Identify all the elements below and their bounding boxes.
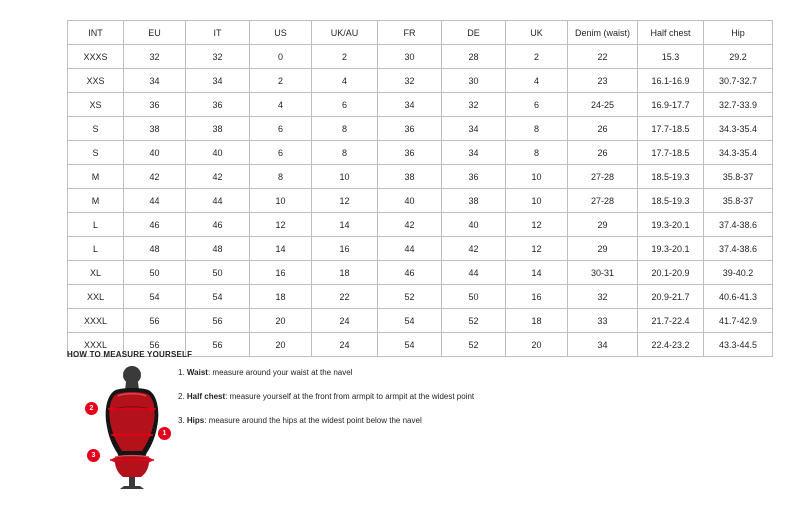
table-cell: 30 — [378, 45, 442, 69]
table-cell: 8 — [312, 141, 378, 165]
measure-label: Half chest — [186, 392, 226, 401]
table-cell: 52 — [442, 309, 506, 333]
table-cell: 40 — [186, 141, 250, 165]
table-cell: 22 — [312, 285, 378, 309]
table-cell: 8 — [250, 165, 312, 189]
table-cell: 32.7-33.9 — [704, 93, 773, 117]
table-cell: 40 — [378, 189, 442, 213]
table-cell: 54 — [186, 285, 250, 309]
table-cell: 54 — [124, 285, 186, 309]
table-row — [68, 285, 773, 309]
table-cell: 10 — [312, 165, 378, 189]
table-cell: 36 — [442, 165, 506, 189]
table-cell: 24 — [312, 333, 378, 357]
table-cell: 32 — [568, 285, 638, 309]
table-cell: 38 — [186, 117, 250, 141]
measure-instructions — [178, 367, 598, 439]
table-cell: 40 — [124, 141, 186, 165]
table-cell: 14 — [312, 213, 378, 237]
measure-badge-2: 2 — [85, 402, 98, 415]
measure-number: 2. — [178, 392, 185, 401]
table-cell: XXS — [68, 69, 124, 93]
table-cell: 36 — [124, 93, 186, 117]
table-cell: 54 — [378, 309, 442, 333]
column-header: Denim (waist) — [568, 21, 638, 45]
table-cell: 30.7-32.7 — [704, 69, 773, 93]
table-header-row — [68, 21, 773, 45]
measure-number: 3. — [178, 416, 185, 425]
table-cell: 6 — [506, 93, 568, 117]
column-header: IT — [186, 21, 250, 45]
table-cell: 36 — [378, 117, 442, 141]
table-row — [68, 117, 773, 141]
table-cell: 14 — [250, 237, 312, 261]
table-cell: 52 — [442, 333, 506, 357]
table-cell: XXXL — [68, 333, 124, 357]
table-cell: 6 — [250, 117, 312, 141]
table-cell: 16.1-16.9 — [638, 69, 704, 93]
table-cell: 35.8-37 — [704, 165, 773, 189]
table-cell: XL — [68, 261, 124, 285]
table-cell: 39-40.2 — [704, 261, 773, 285]
table-cell: 34 — [442, 141, 506, 165]
table-cell: 12 — [506, 237, 568, 261]
table-cell: 34.3-35.4 — [704, 141, 773, 165]
table-cell: 20.9-21.7 — [638, 285, 704, 309]
measure-instruction-hips — [178, 415, 598, 426]
table-cell: 18 — [250, 285, 312, 309]
table-cell: 2 — [250, 69, 312, 93]
measure-label: Waist — [186, 368, 208, 377]
table-cell: 23 — [568, 69, 638, 93]
table-cell: 12 — [506, 213, 568, 237]
table-cell: 54 — [378, 333, 442, 357]
table-cell: 29 — [568, 237, 638, 261]
table-cell: 33 — [568, 309, 638, 333]
table-cell: 34.3-35.4 — [704, 117, 773, 141]
table-cell: 27-28 — [568, 189, 638, 213]
measure-instruction-waist — [178, 367, 598, 378]
table-cell: 56 — [124, 309, 186, 333]
table-row — [68, 237, 773, 261]
column-header: US — [250, 21, 312, 45]
table-cell: XXL — [68, 285, 124, 309]
column-header: Hip — [704, 21, 773, 45]
table-cell: 48 — [186, 237, 250, 261]
table-cell: 19.3-20.1 — [638, 237, 704, 261]
table-cell: 4 — [250, 93, 312, 117]
table-cell: 24-25 — [568, 93, 638, 117]
column-header: EU — [124, 21, 186, 45]
table-cell: 41.7-42.9 — [704, 309, 773, 333]
table-cell: 34 — [378, 93, 442, 117]
table-cell: 0 — [250, 45, 312, 69]
how-to-measure-title: HOW TO MEASURE YOURSELF — [67, 350, 193, 359]
table-cell: 29.2 — [704, 45, 773, 69]
table-cell: 4 — [506, 69, 568, 93]
table-row — [68, 93, 773, 117]
table-cell: 21.7-22.4 — [638, 309, 704, 333]
table-row — [68, 45, 773, 69]
table-cell: 50 — [186, 261, 250, 285]
table-cell: 52 — [378, 285, 442, 309]
table-cell: 32 — [186, 45, 250, 69]
measure-instruction-half-chest — [178, 391, 598, 402]
table-cell: 10 — [506, 165, 568, 189]
table-row — [68, 261, 773, 285]
table-cell: 34 — [442, 117, 506, 141]
measure-number: 1. — [178, 368, 185, 377]
table-row — [68, 189, 773, 213]
table-cell: 6 — [250, 141, 312, 165]
size-table — [67, 20, 773, 357]
table-cell: 32 — [124, 45, 186, 69]
table-cell: 46 — [186, 213, 250, 237]
measure-badge-3: 3 — [87, 449, 100, 462]
table-cell: 30-31 — [568, 261, 638, 285]
table-cell: 30 — [442, 69, 506, 93]
table-cell: 44 — [442, 261, 506, 285]
table-cell: 50 — [442, 285, 506, 309]
table-row — [68, 165, 773, 189]
table-cell: S — [68, 117, 124, 141]
table-cell: 40 — [442, 213, 506, 237]
table-cell: 2 — [312, 45, 378, 69]
table-cell: 42 — [186, 165, 250, 189]
table-cell: 24 — [312, 309, 378, 333]
table-cell: 34 — [124, 69, 186, 93]
column-header: UK — [506, 21, 568, 45]
table-cell: 42 — [124, 165, 186, 189]
measure-text: : measure around the hips at the widest point below the navel — [204, 416, 422, 425]
table-cell: 42 — [378, 213, 442, 237]
table-cell: S — [68, 141, 124, 165]
table-cell: 20.1-20.9 — [638, 261, 704, 285]
table-cell: 32 — [378, 69, 442, 93]
table-cell: 12 — [312, 189, 378, 213]
table-row — [68, 213, 773, 237]
table-cell: 10 — [506, 189, 568, 213]
table-cell: 34 — [186, 69, 250, 93]
table-cell: 22.4-23.2 — [638, 333, 704, 357]
table-cell: 37.4-38.6 — [704, 237, 773, 261]
table-cell: 8 — [506, 117, 568, 141]
column-header: INT — [68, 21, 124, 45]
table-cell: 44 — [186, 189, 250, 213]
table-cell: 20 — [250, 309, 312, 333]
table-cell: 40.6-41.3 — [704, 285, 773, 309]
measure-text: : measure yourself at the front from armpit to armpit at the widest point — [225, 392, 475, 401]
size-table-container — [67, 20, 758, 357]
table-row — [68, 309, 773, 333]
table-cell: 12 — [250, 213, 312, 237]
table-cell: M — [68, 189, 124, 213]
mannequin-illustration — [84, 365, 180, 490]
table-cell: L — [68, 213, 124, 237]
table-cell: 17.7-18.5 — [638, 141, 704, 165]
table-cell: 10 — [250, 189, 312, 213]
table-cell: 16.9-17.7 — [638, 93, 704, 117]
column-header: Half chest — [638, 21, 704, 45]
table-cell: 35.8-37 — [704, 189, 773, 213]
table-cell: 36 — [186, 93, 250, 117]
table-cell: 8 — [506, 141, 568, 165]
table-cell: 18 — [312, 261, 378, 285]
table-cell: 17.7-18.5 — [638, 117, 704, 141]
table-cell: 56 — [186, 333, 250, 357]
table-cell: 44 — [124, 189, 186, 213]
table-cell: 26 — [568, 117, 638, 141]
table-cell: 6 — [312, 93, 378, 117]
table-cell: XXXL — [68, 309, 124, 333]
table-cell: 28 — [442, 45, 506, 69]
table-cell: 27-28 — [568, 165, 638, 189]
table-cell: 46 — [124, 213, 186, 237]
table-cell: 2 — [506, 45, 568, 69]
table-cell: 34 — [568, 333, 638, 357]
table-cell: 26 — [568, 141, 638, 165]
table-cell: 32 — [442, 93, 506, 117]
table-cell: 50 — [124, 261, 186, 285]
column-header: DE — [442, 21, 506, 45]
table-cell: 48 — [124, 237, 186, 261]
table-cell: 38 — [442, 189, 506, 213]
table-cell: 16 — [250, 261, 312, 285]
table-cell: M — [68, 165, 124, 189]
table-cell: L — [68, 237, 124, 261]
table-cell: 42 — [442, 237, 506, 261]
table-cell: 8 — [312, 117, 378, 141]
table-cell: 20 — [250, 333, 312, 357]
table-cell: 16 — [506, 285, 568, 309]
measure-text: : measure around your waist at the navel — [207, 368, 353, 377]
table-cell: 43.3-44.5 — [704, 333, 773, 357]
table-cell: 37.4-38.6 — [704, 213, 773, 237]
table-row — [68, 141, 773, 165]
table-cell: 15.3 — [638, 45, 704, 69]
column-header: FR — [378, 21, 442, 45]
table-cell: 18.5-19.3 — [638, 189, 704, 213]
table-cell: 56 — [186, 309, 250, 333]
table-cell: 18 — [506, 309, 568, 333]
table-cell: 38 — [124, 117, 186, 141]
measure-label: Hips — [186, 416, 205, 425]
table-cell: 18.5-19.3 — [638, 165, 704, 189]
table-cell: 14 — [506, 261, 568, 285]
measure-badge-1: 1 — [158, 427, 171, 440]
table-cell: 56 — [124, 333, 186, 357]
table-cell: 46 — [378, 261, 442, 285]
column-header: UK/AU — [312, 21, 378, 45]
table-cell: 20 — [506, 333, 568, 357]
table-cell: 16 — [312, 237, 378, 261]
table-cell: 44 — [378, 237, 442, 261]
table-cell: 38 — [378, 165, 442, 189]
table-cell: XXXS — [68, 45, 124, 69]
table-cell: 36 — [378, 141, 442, 165]
table-row — [68, 69, 773, 93]
table-cell: 19.3-20.1 — [638, 213, 704, 237]
table-cell: 29 — [568, 213, 638, 237]
table-cell: 4 — [312, 69, 378, 93]
table-cell: XS — [68, 93, 124, 117]
table-cell: 22 — [568, 45, 638, 69]
